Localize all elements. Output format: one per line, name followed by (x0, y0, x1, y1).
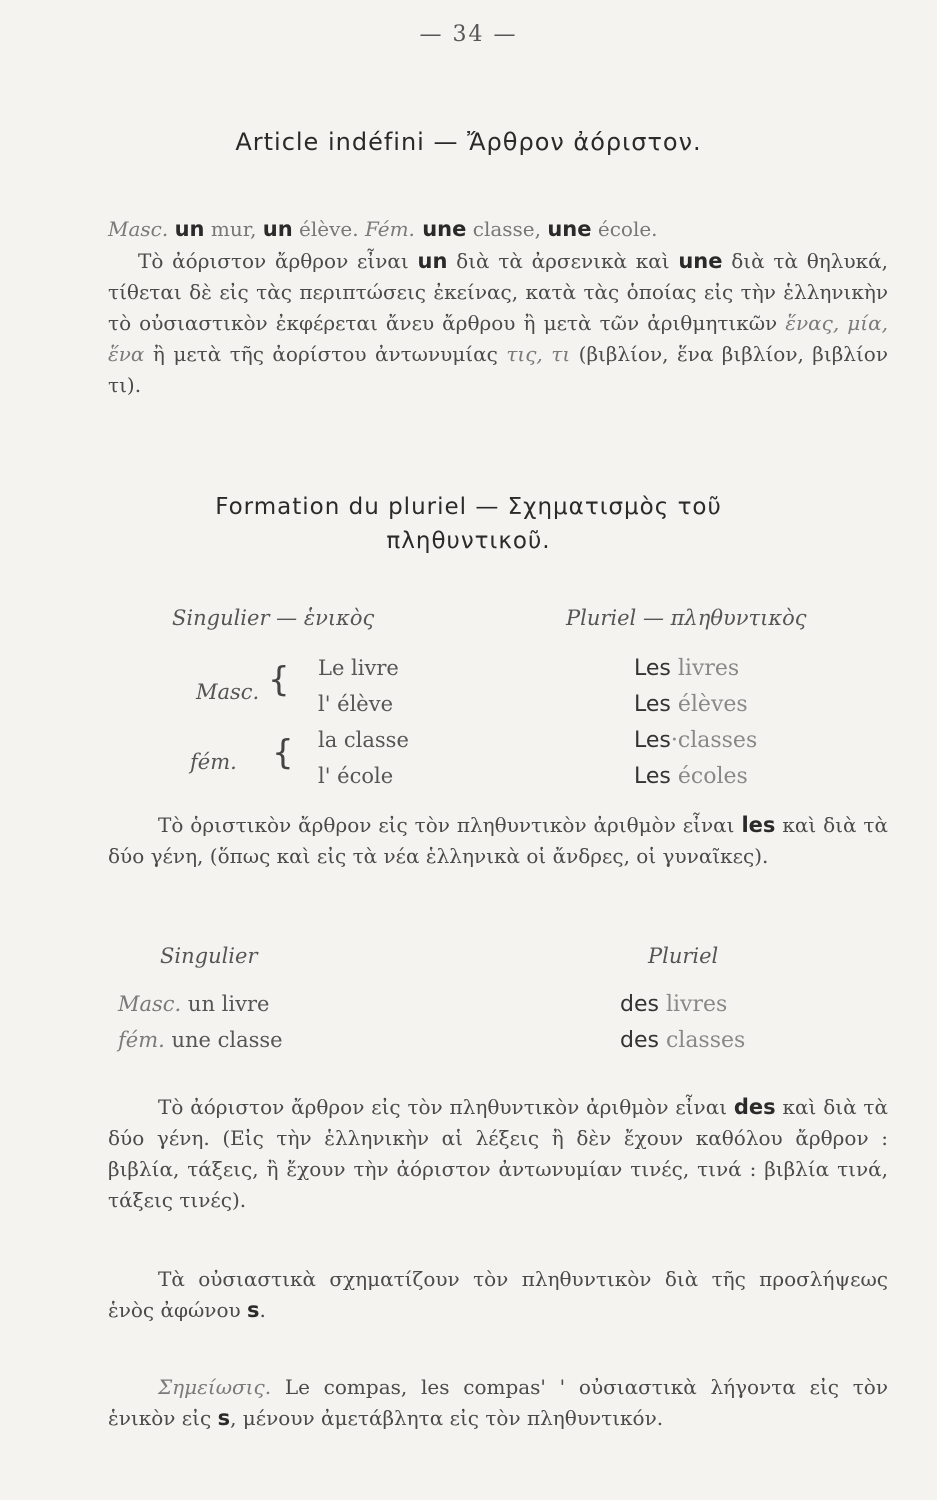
plural-item-2: Les élèves (634, 692, 748, 717)
heading-indefinite-article: Article indéfini — Ἄρθρον ἀόριστον. (235, 128, 702, 156)
singular-header: Singulier — ἑνικὸς (172, 606, 375, 630)
singular-item-2: l' élève (318, 692, 394, 716)
singular-item-4: l' école (318, 764, 394, 788)
paragraph-examples: Masc. un mur, un élève. Fém. une classe, une école. (108, 217, 658, 241)
paragraph-noun-plural: Τὰ οὐσιαστικὰ σχηματίζουν τὸν πληθυντικὸν διὰ τῆς προσλήψεως ἑνὸς ἀφώνου s. (108, 1267, 888, 1322)
plural-header-2: Pluriel (648, 944, 719, 968)
paragraph-definite-plural: Τὸ ὁριστικὸν ἄρθρον εἰς τὸν πληθυντικὸν ἀριθμὸν εἶναι les καὶ διὰ τὰ δύο γένη, (ὅπως καὶ εἰς τὰ νέα ἑλληνικὰ οἱ ἄνδρες, οἱ γυναῖκες). (108, 813, 888, 868)
heading-plural-formation-line2: πληθυντικοῦ. (386, 528, 551, 554)
heading-plural-formation-line1: Formation du pluriel — Σχηματισμὸς τοῦ (215, 494, 722, 520)
singular-header-2: Singulier (160, 944, 258, 968)
page-number: — 34 — (419, 22, 518, 47)
plural-header: Pluriel — πληθυντικὸς (566, 606, 807, 630)
paragraph-indefinite-explanation: Τὸ ἀόριστον ἄρθρον εἶναι un διὰ τὰ ἀρσενικὰ καὶ une διὰ τὰ θηλυκά, τίθεται δὲ εἰς τὰς περιπτώσεις ἐκείνας, κατὰ τὰς ὁποίας εἰς τὴν ἑλληνικὴν τὸ οὐσιαστικὸν ἐκφέρεται ἄνευ ἄρθρου ἢ μετὰ τῶν ἀριθμητικῶν ἕνας, μία, ἕνα ἢ μετὰ τῆς ἀορίστου ἀντωνυμίας τις, τι (βιβλίον, ἕνα βιβλίον, βιβλίον τι). (108, 249, 888, 397)
plural-item-1: Les livres (634, 656, 740, 681)
singular-item-3: la classe (318, 728, 409, 752)
table2-plural-1: des livres (620, 992, 728, 1017)
brace-fem: { (272, 733, 294, 773)
singular-item-1: Le livre (318, 656, 399, 680)
masc-label: Masc. (108, 217, 169, 241)
table2-plural-2: des classes (620, 1028, 746, 1053)
plural-item-3: Les·classes (634, 728, 758, 753)
plural-item-4: Les écoles (634, 764, 748, 789)
table2-row-1: Masc. un livre (118, 992, 270, 1016)
brace-masc: { (268, 660, 290, 700)
paragraph-note: Σημείωσις. Le compas, les compas' ' οὐσιαστικὰ λήγοντα εἰς τὸν ἑνικὸν εἰς s, μένουν ἀμετάβλητα εἰς τὸν πληθυντικόν. (108, 1375, 888, 1430)
masc-label: Masc. (196, 680, 260, 704)
fem-label: Fém. (364, 217, 415, 241)
fem-label: fém. (190, 750, 237, 774)
paragraph-indefinite-plural: Τὸ ἀόριστον ἄρθρον εἰς τὸν πληθυντικὸν ἀριθμὸν εἶναι des καὶ διὰ τὰ δύο γένη. (Εἰς τὴν ἑλληνικὴν αἱ λέξεις ἢ δὲν ἔχουν καθόλου ἄρθρον : βιβλία, τάξεις, ἢ ἔχουν τὴν ἀόριστον ἀντωνυμίαν τινές, τινά : βιβλία τινά, τάξεις τινές). (108, 1095, 888, 1212)
table2-row-2: fém. une classe (118, 1028, 283, 1052)
